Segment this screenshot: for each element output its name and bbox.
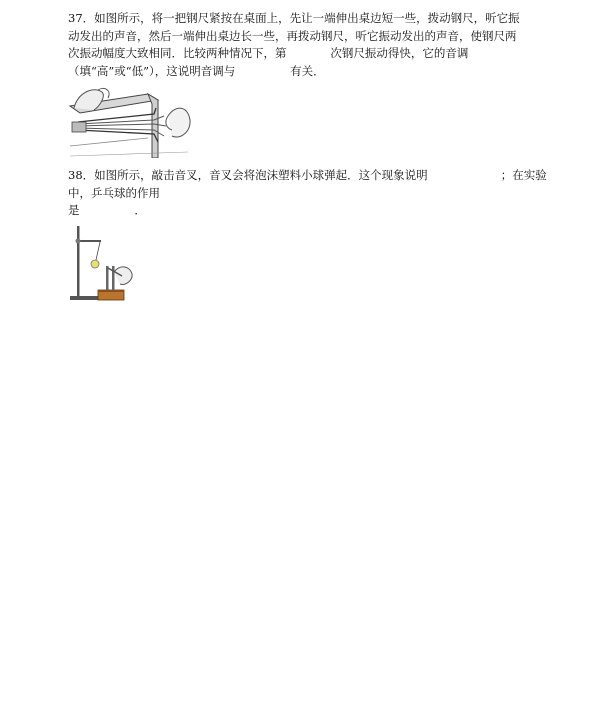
q37-line-3: 次振动幅度大致相同．比较两种情况下，第 次钢尺振动得快，它的音调 [68, 46, 469, 60]
q37-line-4: （填“高”或“低”），这说明音调与 有关． [68, 64, 325, 78]
ruler-on-desk-figure [68, 86, 194, 158]
q37-line-2: 动发出的声音，然后一端伸出桌边长一些，再拨动钢尺，听它振动发出的声音，使钢尺两 [68, 29, 517, 43]
q38-line-3: 是 ． [68, 203, 146, 217]
q38-line-2: 中，乒乓球的作用 [68, 186, 160, 200]
q38-line-1: 38．如图所示，敲击音叉，音叉会将泡沫塑料小球弹起．这个现象说明 ；在实验 [68, 168, 547, 182]
q37-line-1: 37．如图所示，将一把钢尺紧按在桌面上，先让一端伸出桌边短一些，拨动钢尺，听它振 [68, 11, 520, 25]
tuning-fork-figure [68, 220, 136, 302]
